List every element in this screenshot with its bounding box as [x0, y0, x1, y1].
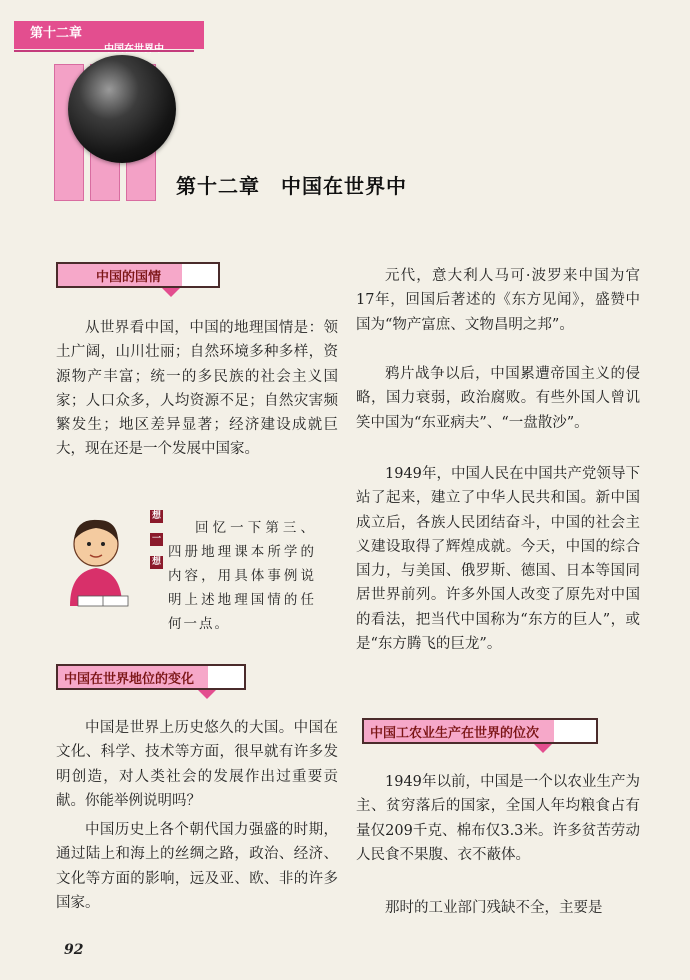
national-conditions-paragraph: 从世界看中国，中国的地理国情是：领土广阔，山川壮丽；自然环境多种多样，资源物产丰富；统一的多民族的社会主义国家；人口众多，人均资源不足；自然灾害频繁发生；地区差异显著；经济建设成就巨大，现在还是一个发展中国家。 — [56, 320, 338, 458]
chapter-title: 第十二章 中国在世界中 — [176, 174, 407, 198]
page-number: 92 — [64, 942, 84, 958]
think-label-char: 一 — [151, 534, 161, 544]
industry-paragraph-2: 那时的工业部门残缺不全，主要是 — [385, 900, 603, 916]
think-label-char: 想 — [151, 557, 161, 567]
world-status-paragraph-2: 中国历史上各个朝代国力强盛的时期，通过陆上和海上的丝绸之路，政治、经济、文化等方面的影响，远及亚、欧、非的许多国家。 — [56, 822, 338, 911]
section-heading-label: 中国工农业生产在世界的位次 — [370, 725, 540, 741]
boy-reading-icon — [56, 510, 144, 614]
section-heading-label: 中国的国情 — [96, 269, 162, 285]
think-label-char: 想 — [151, 511, 161, 521]
right-paragraph-opium-war: 鸦片战争以后，中国累遭帝国主义的侵略，国力衰弱，政治腐败。有些外国人曾讥笑中国为“东亚病夫”、“一盘散沙”。 — [356, 366, 640, 431]
right-paragraph-1949: 1949年，中国人民在中国共产党领导下站了起来，建立了中华人民共和国。新中国成立后，各族人民团结奋斗，中国的社会主义建设取得了辉煌成就。今天，中国的综合国力，与美国、俄罗斯、德国、日本等国同居世界前列。许多外国人改变了原先对中国的看法，把当代中国称为“东方的巨人”，或是“东方腾飞的巨龙”。 — [356, 466, 640, 653]
section-heading-label: 中国在世界地位的变化 — [64, 671, 195, 687]
right-paragraph-marco-polo: 元代，意大利人马可·波罗来中国为官17年，回国后著述的《东方见闻》，盛赞中国为“物产富庶、文物昌明之邦”。 — [356, 268, 640, 333]
think-label — [150, 510, 163, 590]
section-heading-world-status — [56, 664, 246, 690]
globe-icon — [68, 55, 176, 163]
chapter-header-sublabel — [104, 40, 164, 55]
section-heading-national-conditions — [56, 262, 220, 288]
section-heading-industry — [362, 718, 598, 744]
header-rule — [14, 50, 194, 52]
chapter-header-label: 第十二章 — [30, 26, 83, 41]
industry-paragraph-1: 1949年以前，中国是一个以农业生产为主、贫穷落后的国家，全国人年均粮食占有量仅209千克、棉布仅3.3米。许多贫苦劳动人民食不果腹、衣不蔽体。 — [356, 774, 640, 863]
think-text: 回忆一下第三、四册地理课本所学的内容，用具体事例说明上述地理国情的任何一点。 — [168, 520, 316, 632]
world-status-paragraph-1: 中国是世界上历史悠久的大国。中国在文化、科学、技术等方面，很早就有许多发明创造，对人类社会的发展作出过重要贡献。你能举例说明吗？ — [56, 720, 338, 809]
